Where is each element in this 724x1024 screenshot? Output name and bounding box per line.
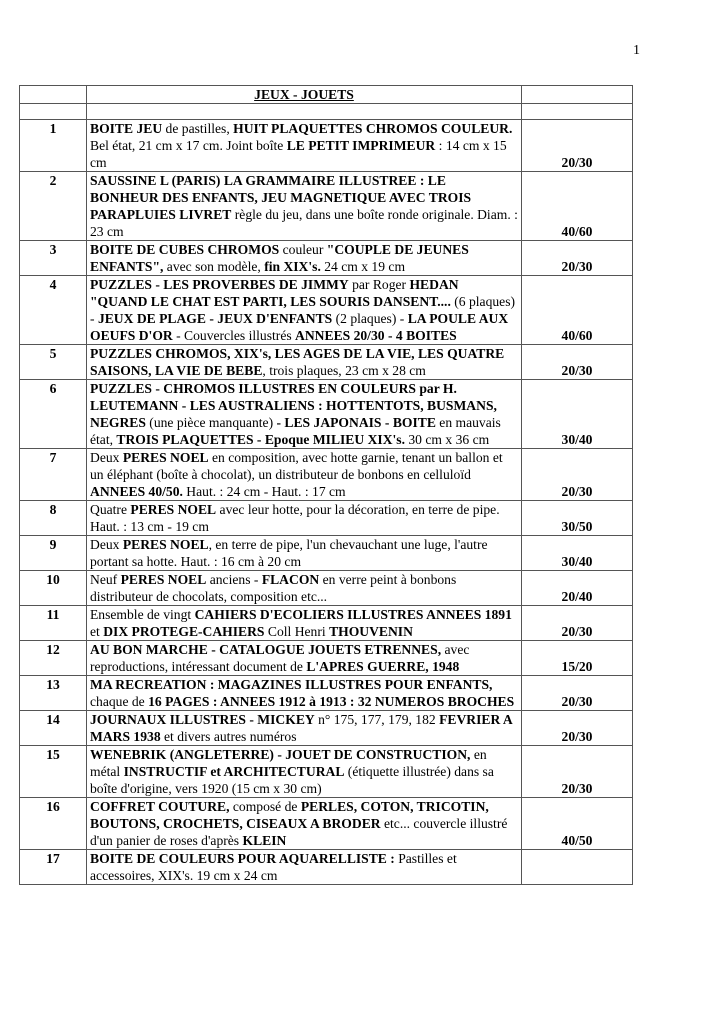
description-text: BOITE DE CUBES CHROMOS [90,242,280,257]
description-text: n° 175, 177, 179, 182 [314,712,440,727]
description-text: "COUPLE DE JEUNES ENFANTS", [90,242,469,274]
description-text: WENEBRIK (ANGLETERRE) - JOUET DE CONSTRUCTION, [90,747,471,762]
description-text: INSTRUCTIF et ARCHITECTURAL [123,764,345,779]
description-text: et divers autres numéros [160,729,297,744]
description-text: ANNEES 40/50. [90,484,183,499]
description-text: Haut. : 24 cm - Haut. : 17 cm [182,484,346,499]
description-text: , trois plaques, 23 cm x 28 cm [262,363,426,378]
description-text: PUZZLES - CHROMOS ILLUSTRES EN COULEURS par H. LEUTEMANN - LES AUSTRALIENS : HOTTENTOTS, BUSMANS, NEGRES [90,381,497,430]
description-text: PERES NOEL [122,450,209,465]
description-text: (6 plaques) - [90,294,516,326]
description-text: PUZZLES - LES PROVERBES DE JIMMY [90,277,349,292]
lot-description [87,641,522,676]
lot-description [87,276,522,345]
description-text: PERES NOEL [122,537,209,552]
description-text: SAUSSINE L (PARIS) LA GRAMMAIRE ILLUSTREE : LE BONHEUR DES ENFANTS, JEU MAGNETIQUE AVEC TROIS PARAPLUIES LIVRET [90,173,472,222]
description-text: BOITE DE COULEURS POUR AQUARELLISTE : [90,851,395,866]
lot-description [87,571,522,606]
lot-description [87,380,522,449]
description-text: JOURNAUX ILLUSTRES - MICKEY [90,712,315,727]
lot-number: 12 [20,641,87,676]
lot-estimate: 20/30 [522,711,633,746]
description-text: KLEIN [242,833,287,848]
description-text: LA POULE AUX OEUFS D'OR [90,311,509,343]
table-header-row [20,86,633,104]
lot-row [20,850,633,885]
description-text: Deux [90,450,123,465]
blank-row [20,104,633,120]
description-text: Pastilles et accessoires, XIX's. 19 cm x 24 cm [90,851,457,883]
description-text: en verre peint à bonbons distributeur de chocolats, composition etc... [90,572,457,604]
description-text: avec son modèle, [163,259,265,274]
description-text: PERES NOEL [120,572,207,587]
lot-number: 17 [20,850,87,885]
description-text: Neuf [90,572,121,587]
lot-row [20,120,633,172]
description-text: chaque de [90,694,149,709]
lot-row [20,276,633,345]
lot-description [87,606,522,641]
description-text: par Roger [348,277,410,292]
description-text: LE PETIT IMPRIMEUR [286,138,436,153]
description-text: anciens - [206,572,262,587]
lot-number: 11 [20,606,87,641]
description-text: L'APRES GUERRE, 1948 [306,659,460,674]
page-number: 1 [633,43,640,58]
description-text: TROIS PLAQUETTES - Epoque MILIEU XIX's. [116,432,405,447]
description-text: règle du jeu, dans une boîte ronde originale. Diam. : 23 cm [90,207,518,239]
lot-number: 15 [20,746,87,798]
description-text: FLACON [261,572,320,587]
description-text: 16 PAGES : ANNEES 1912 à 1913 : 32 NUMEROS BROCHES [148,694,515,709]
description-text: FEVRIER A MARS 1938 [90,712,512,744]
lot-number: 13 [20,676,87,711]
lot-row [20,641,633,676]
lot-number: 8 [20,501,87,536]
lot-estimate: 20/40 [522,571,633,606]
lot-row [20,606,633,641]
description-text: Deux [90,537,123,552]
lot-row [20,536,633,571]
description-text: BOITE JEU [90,121,163,136]
blank-cell [522,104,633,120]
description-text: - Couvercles illustrés [172,328,296,343]
lot-description [87,536,522,571]
lot-estimate: 30/50 [522,501,633,536]
description-text: MA RECREATION : MAGAZINES ILLUSTRES POUR ENFANTS, [90,677,493,692]
description-text: ANNEES 20/30 - 4 BOITES [295,328,457,343]
lot-estimate: 30/40 [522,536,633,571]
description-text: en métal [90,747,487,779]
description-text: JEUX DE PLAGE - JEUX D'ENFANTS [97,311,333,326]
description-text: THOUVENIN [329,624,413,639]
lot-number: 4 [20,276,87,345]
lot-estimate: 20/30 [522,120,633,172]
lot-number: 5 [20,345,87,380]
lot-description [87,172,522,241]
description-text: Coll Henri [264,624,330,639]
description-text: 24 cm x 19 cm [320,259,406,274]
lot-row [20,172,633,241]
lot-estimate: 20/30 [522,241,633,276]
lot-row [20,798,633,850]
description-text: Quatre [90,502,131,517]
lot-description [87,120,522,172]
lot-number: 2 [20,172,87,241]
description-text: (2 plaques) - [332,311,408,326]
lot-estimate: 20/30 [522,676,633,711]
lot-estimate: 20/30 [522,606,633,641]
lot-estimate: 30/40 [522,380,633,449]
lot-estimate: 40/50 [522,798,633,850]
lot-number: 14 [20,711,87,746]
lot-description [87,449,522,501]
catalogue-table [19,85,633,885]
lot-row [20,711,633,746]
lot-description [87,345,522,380]
lot-description [87,501,522,536]
description-text: avec leur hotte, pour la décoration, en terre de pipe. Haut. : 13 cm - 19 cm [90,502,500,534]
header-num-cell [20,86,87,104]
description-text: Ensemble de vingt [90,607,195,622]
lot-description [87,746,522,798]
description-text: PERLES, COTON, TRICOTIN, BOUTONS, CROCHETS, CISEAUX A BRODER [90,799,489,831]
lot-number: 7 [20,449,87,501]
lot-description [87,241,522,276]
description-text: en composition, avec hotte garnie, tenant un ballon et un éléphant (boîte à chocolat), un distributeur de bonbons en celluloïd [90,450,503,482]
lot-description [87,711,522,746]
lot-estimate: 20/30 [522,345,633,380]
lot-number: 16 [20,798,87,850]
description-text: avec reproductions, intéressant document de [90,642,470,674]
description-text: HEDAN "QUAND LE CHAT EST PARTI, LES SOURIS DANSENT.... [90,277,459,309]
description-text: DIX PROTEGE-CAHIERS [103,624,265,639]
lot-row [20,501,633,536]
lot-row [20,380,633,449]
description-text: fin XIX's. [264,259,321,274]
lot-number: 10 [20,571,87,606]
blank-cell [87,104,522,120]
description-text: Bel état, 21 cm x 17 cm. Joint boîte [90,138,287,153]
description-text: (une pièce manquante) [145,415,277,430]
lot-description [87,850,522,885]
lot-number: 6 [20,380,87,449]
lot-estimate: 40/60 [522,276,633,345]
description-text: AU BON MARCHE - CATALOGUE JOUETS ETRENNES, [90,642,442,657]
lot-estimate: 15/20 [522,641,633,676]
lot-row [20,345,633,380]
lot-description [87,798,522,850]
lot-description [87,676,522,711]
description-text: , en terre de pipe, l'un chevauchant une luge, l'autre portant sa hotte. Haut. : 16 cm à 20 cm [90,537,488,569]
lot-row [20,241,633,276]
description-text: PUZZLES CHROMOS, XIX's, LES AGES DE LA VIE, LES QUATRE SAISONS, LA VIE DE BEBE [90,346,505,378]
lot-estimate: 20/30 [522,449,633,501]
lot-number: 9 [20,536,87,571]
description-text: CAHIERS D'ECOLIERS ILLUSTRES ANNEES 1891 [194,607,512,622]
description-text: COFFRET COUTURE, [90,799,230,814]
description-text: etc... couvercle illustré d'un panier de roses d'après [90,816,508,848]
lot-row [20,449,633,501]
section-title: JEUX - JOUETS [87,86,522,104]
description-text: 30 cm x 36 cm [404,432,490,447]
description-text: : 14 cm x 15 cm [90,138,507,170]
blank-cell [20,104,87,120]
lot-number: 1 [20,120,87,172]
description-text: de pastilles, [162,121,234,136]
description-text: HUIT PLAQUETTES CHROMOS COULEUR. [233,121,513,136]
description-text: et [90,624,104,639]
lot-row [20,571,633,606]
lot-estimate [522,850,633,885]
description-text: couleur [279,242,327,257]
lot-estimate: 40/60 [522,172,633,241]
description-text: composé de [229,799,301,814]
lot-row [20,746,633,798]
description-text: en mauvais état, [90,415,501,447]
description-text: - LES JAPONAIS - BOITE [276,415,436,430]
lot-estimate: 20/30 [522,746,633,798]
lot-row [20,676,633,711]
description-text: PERES NOEL [130,502,217,517]
description-text: (étiquette illustrée) dans sa boîte d'origine, vers 1920 (15 cm x 30 cm) [90,764,494,796]
header-estimate-cell [522,86,633,104]
lot-number: 3 [20,241,87,276]
